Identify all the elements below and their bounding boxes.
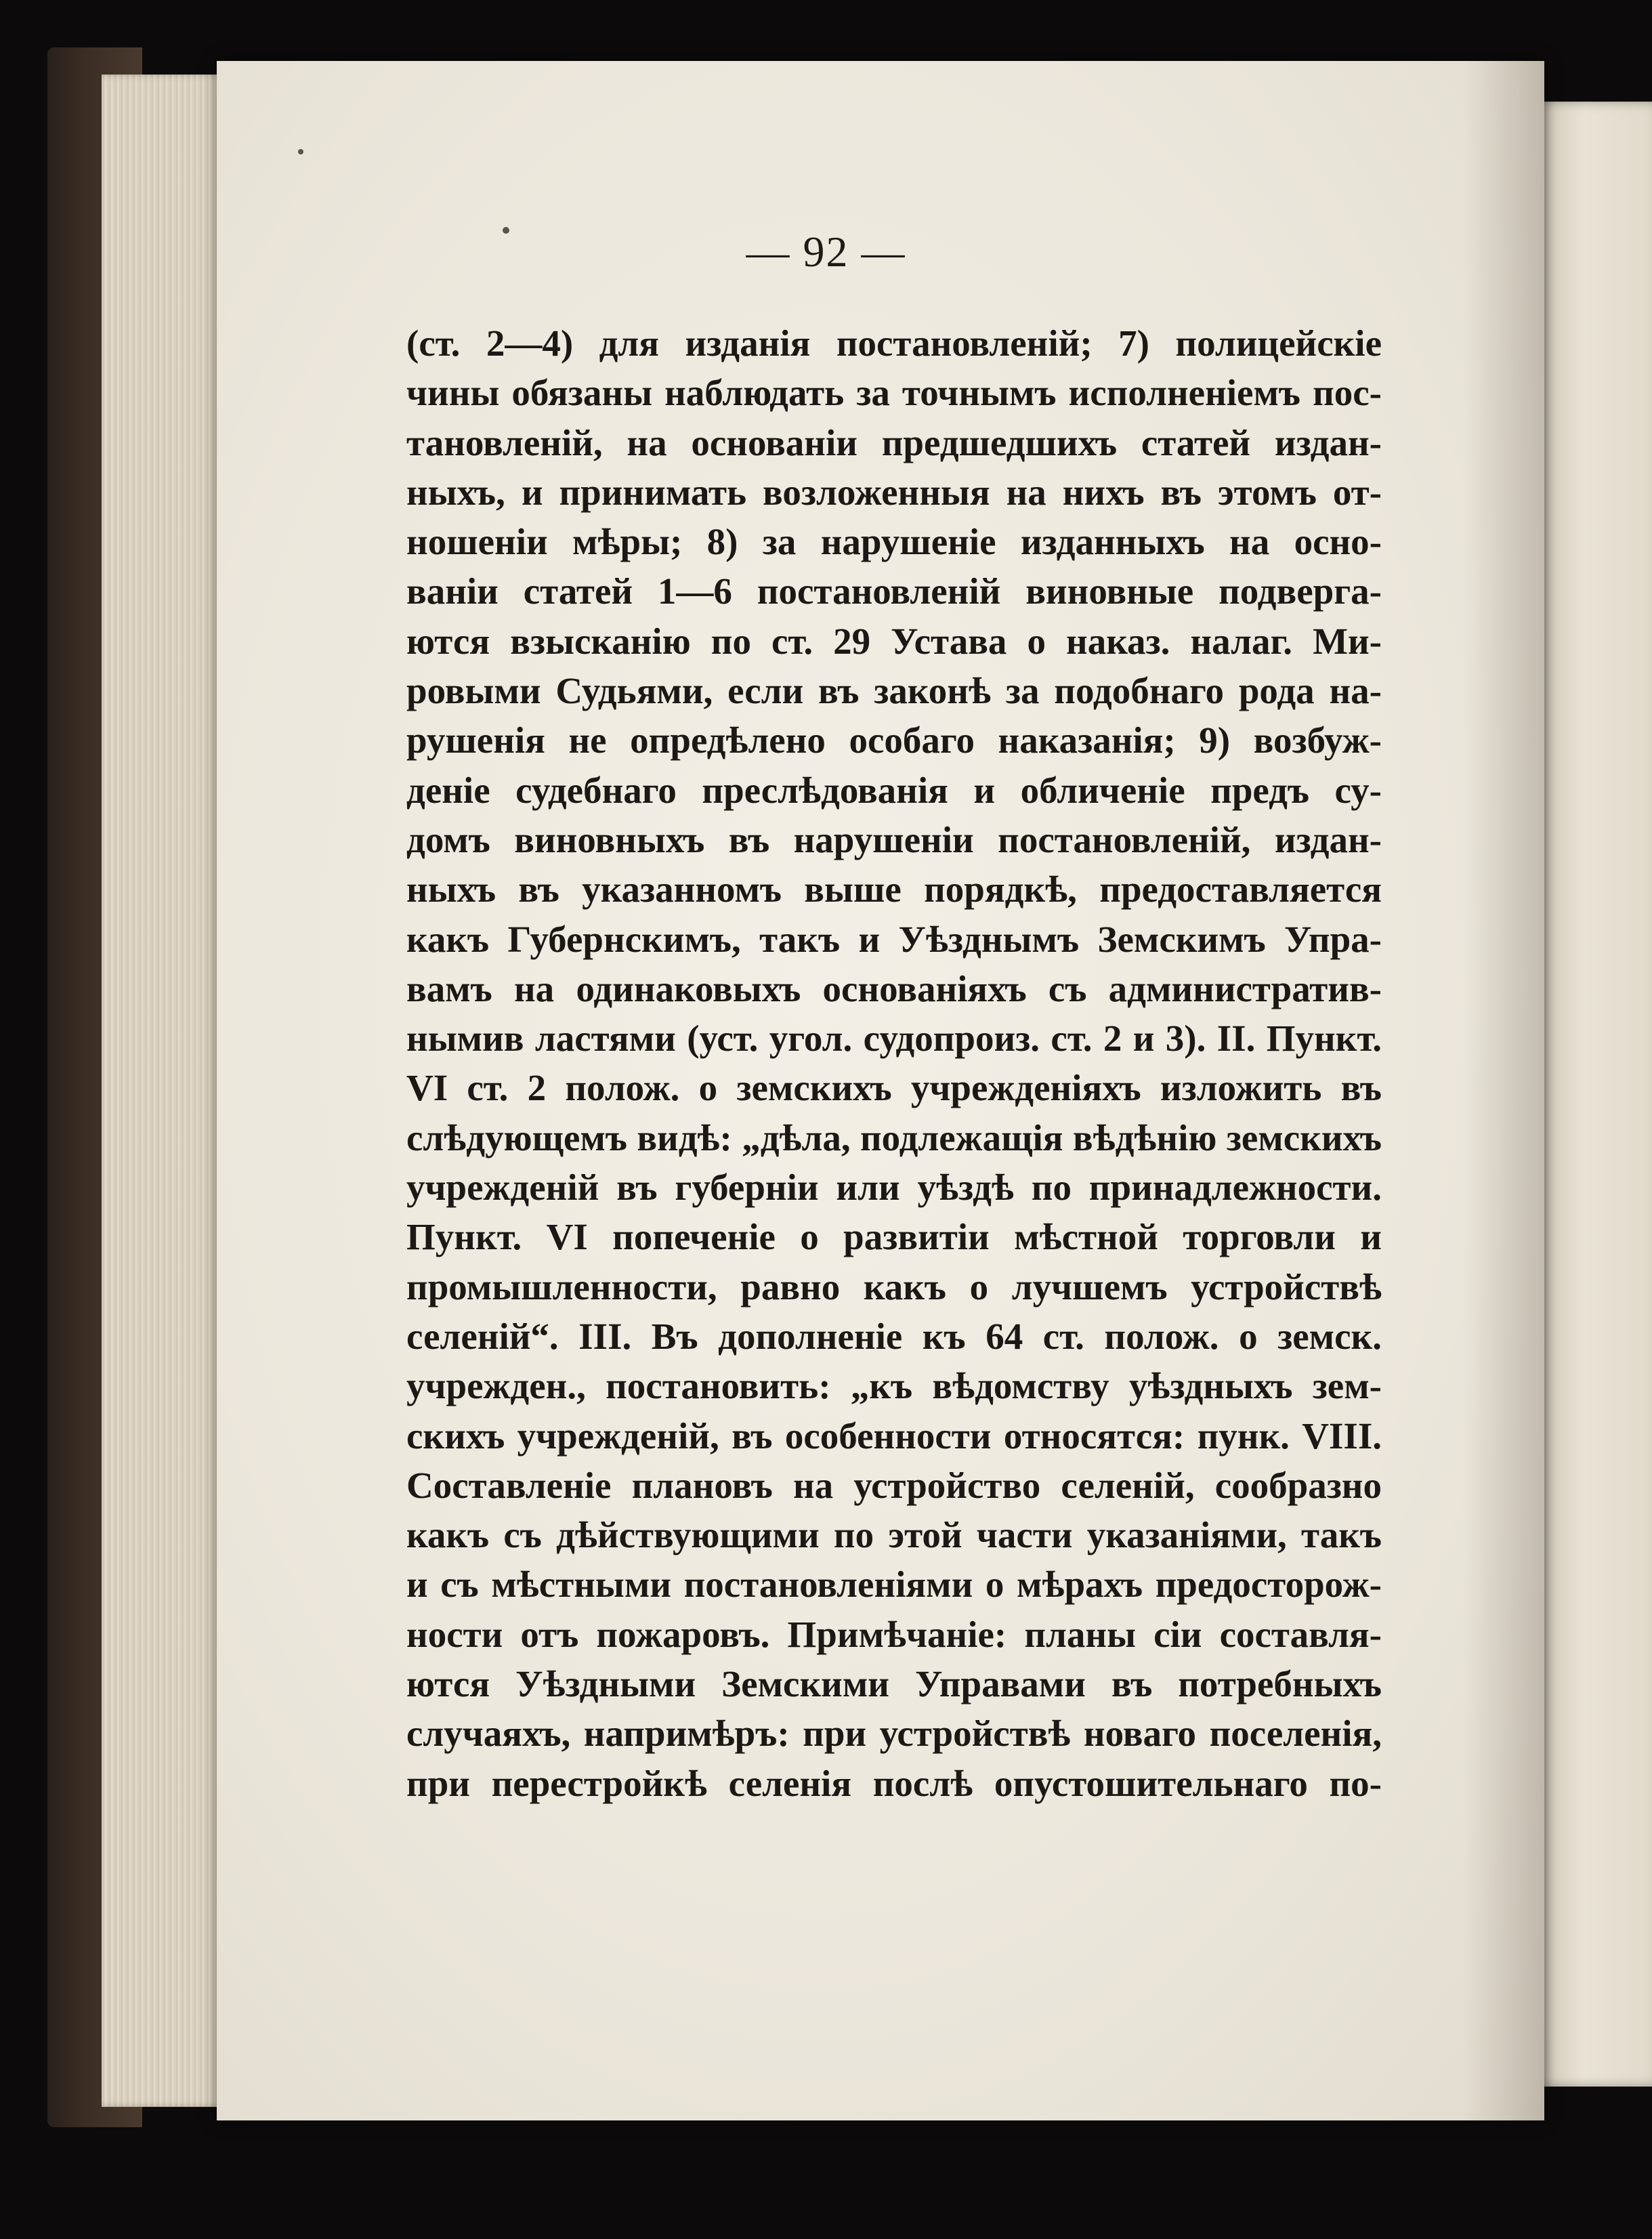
text-line: учрежден., постановить: „къ вѣдомству уѣздныхъ зем- — [406, 1365, 1382, 1407]
text-line: Пункт. VI попеченіе о развитіи мѣстной торговли и — [406, 1216, 1382, 1258]
text-line: ношеніи мѣры; 8) за нарушеніе изданныхъ на осно- — [406, 521, 1382, 563]
text-line: ныхъ въ указанномъ выше порядкѣ, предоставляется — [406, 869, 1382, 911]
body-text — [406, 318, 1382, 1808]
text-line: какъ съ дѣйствующими по этой части указаніями, такъ — [406, 1514, 1382, 1556]
text-line: VI ст. 2 полож. о земскихъ учрежденіяхъ изложить въ — [406, 1067, 1382, 1109]
text-line: рушенія не опредѣлено особаго наказанія; 9) возбуж- — [406, 719, 1382, 761]
text-line: вамъ на одинаковыхъ основаніяхъ съ административ- — [406, 967, 1382, 1009]
text-line: селеній“. III. Въ дополненіе къ 64 ст. полож. о земск. — [406, 1315, 1382, 1357]
text-line: ваніи статей 1—6 постановленій виновные подверга- — [406, 570, 1382, 612]
text-line: ныхъ, и принимать возложенныя на нихъ въ этомъ от- — [406, 471, 1382, 513]
text-line: при перестройкѣ селенія послѣ опустошительнаго по- — [406, 1762, 1382, 1804]
text-line: ровыми Судьями, если въ законѣ за подобнаго рода на- — [406, 670, 1382, 712]
text-line: учрежденій въ губерніи или уѣздѣ по принадлежности. — [406, 1167, 1382, 1209]
paper-speck — [298, 149, 303, 154]
text-line: чины обязаны наблюдать за точнымъ исполненіемъ пос- — [406, 372, 1382, 414]
text-line: и съ мѣстными постановленіями о мѣрахъ предосторож- — [406, 1564, 1382, 1606]
text-line: ности отъ пожаровъ. Примѣчаніе: планы сіи составля- — [406, 1613, 1382, 1655]
text-line: случаяхъ, напримѣръ: при устройствѣ новаго поселенія, — [406, 1713, 1382, 1755]
text-line: тановленій, на основаніи предшедшихъ статей издан- — [406, 421, 1382, 463]
text-line: домъ виновныхъ въ нарушеніи постановленій, издан- — [406, 818, 1382, 860]
next-page-edge — [1538, 102, 1652, 2087]
page-number: — 92 — — [746, 228, 906, 276]
text-line: какъ Губернскимъ, такъ и Уѣзднымъ Земскимъ Упра- — [406, 918, 1382, 960]
text-line: ются Уѣздными Земскими Управами въ потребныхъ — [406, 1663, 1382, 1705]
page-gutter-shadow — [1463, 61, 1544, 2120]
page-edges — [102, 75, 224, 2107]
text-line: нымив ластями (уст. угол. судопроиз. ст. 2 и 3). II. Пункт. — [406, 1018, 1382, 1060]
text-line: ются взысканію по ст. 29 Устава о наказ. налаг. Ми- — [406, 620, 1382, 662]
text-line: промышленности, равно какъ о лучшемъ устройствѣ — [406, 1265, 1382, 1307]
text-line: слѣдующемъ видѣ: „дѣла, подлежащія вѣдѣнію земскихъ — [406, 1116, 1382, 1158]
text-line: скихъ учрежденій, въ особенности относятся: пунк. VIII. — [406, 1415, 1382, 1457]
text-line: Составленіе плановъ на устройство селеній, сообразно — [406, 1464, 1382, 1506]
text-line: (ст. 2—4) для изданія постановленій; 7) полицейскіе — [406, 322, 1382, 364]
text-line: деніе судебнаго преслѣдованія и обличеніе предъ су- — [406, 769, 1382, 811]
